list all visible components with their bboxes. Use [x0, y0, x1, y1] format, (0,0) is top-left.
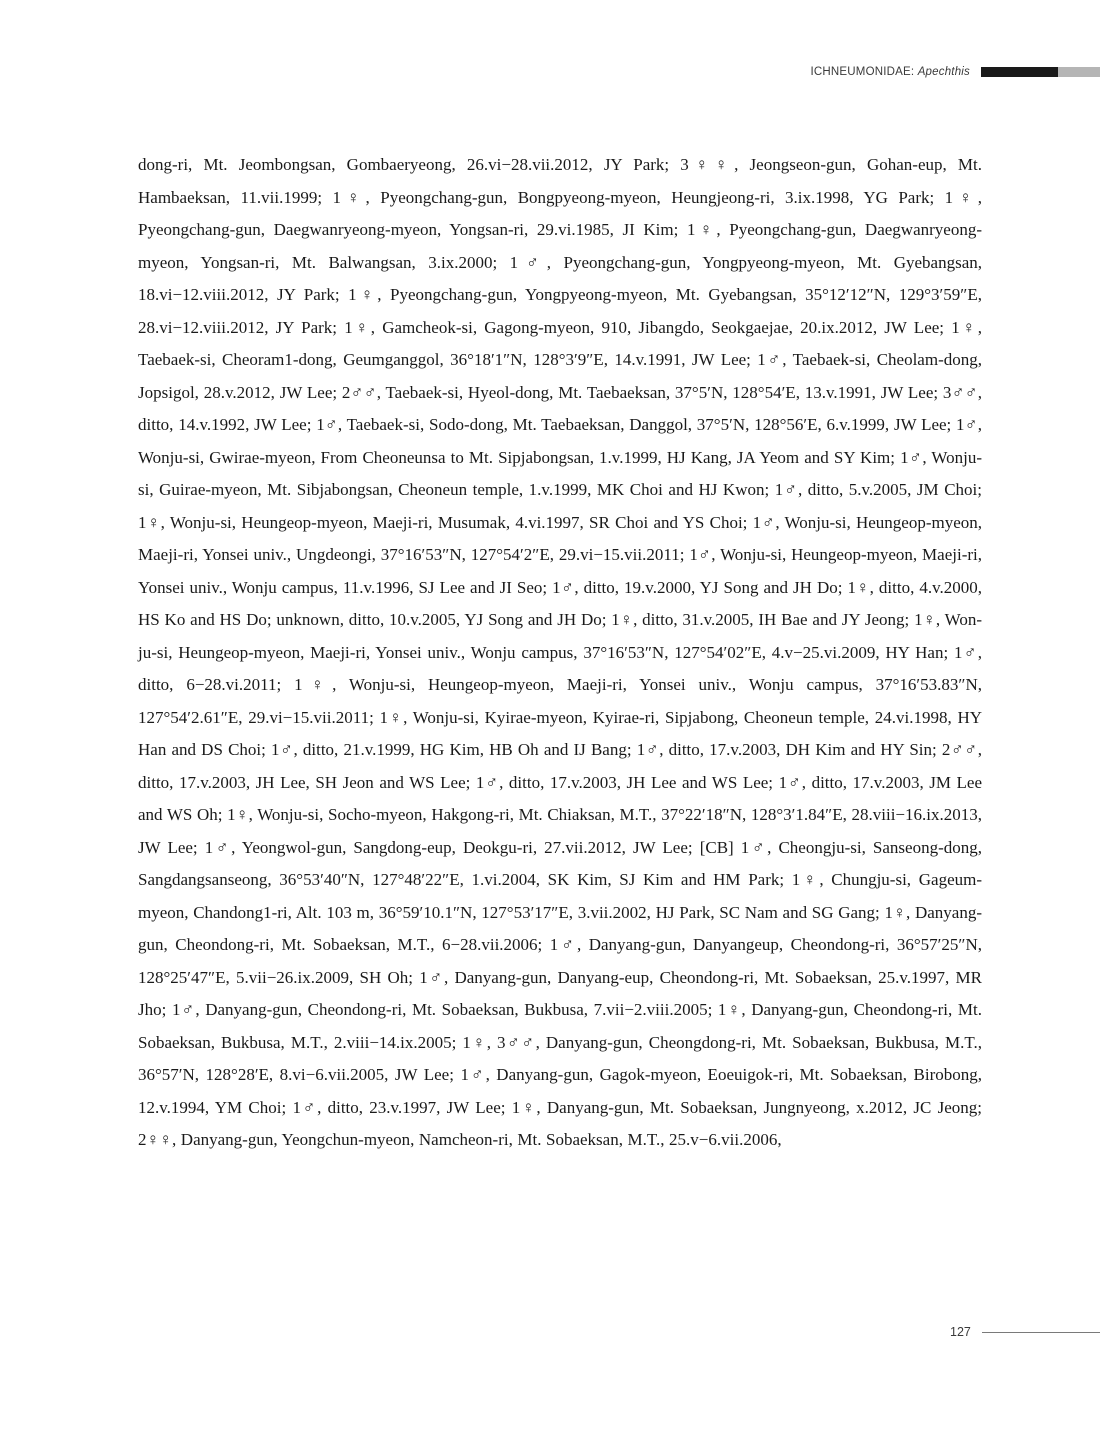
header-bar-light	[1058, 67, 1100, 77]
running-header	[811, 64, 1100, 80]
header-family: ICHNEUMONIDAE:	[810, 66, 915, 78]
footer-rule	[982, 1332, 1100, 1333]
header-bar	[981, 67, 1100, 77]
page-footer	[950, 1323, 1100, 1341]
running-header-label	[811, 66, 970, 78]
material-examined-text: dong-ri, Mt. Jeombongsan, Gombaeryeong, 26.vi−28.vii.2012, JY Park; 3♀♀, Jeongseon-gun, Gohan-eup, Mt. Hambaeksan, 11.vii.1999; 1♀, Pyeongchang-gun, Bongpyeong-myeon, Heungjeong-ri, 3.ix.1998, YG Park; 1♀, Pyeongchang-gun, Daegwanryeong-myeon, Yongsan-ri, 29.vi.1985, JI Kim; 1♀, Pyeongchang-gun, Daegwanryeong-myeon, Yongsan-ri, Mt. Balwangsan, 3.ix.2000; 1♂, Pyeongchang-gun, Yongpyeong-myeon, Mt. Gyebangsan, 18.vi−12.viii.2012, JY Park; 1♀, Pyeongchang-gun, Yongpyeong-myeon, Mt. Gyebangsan, 35°12′12″N, 129°3′59″E, 28.vi−12.viii.2012, JY Park; 1♀, Gamcheok-si, Gagong-myeon, 910, Jibangdo, Seokgaejae, 20.ix.2012, JW Lee; 1♀, Taebaek-si, Cheoram1-dong, Geumganggol, 36°18′1″N, 128°3′9″E, 14.v.1991, JW Lee; 1♂, Taebaek-si, Cheolam-dong, Jopsigol, 28.v.2012, JW Lee; 2♂♂, Taebaek-si, Hyeol-dong, Mt. Taebaeksan, 37°5′N, 128°54′E, 13.v.1991, JW Lee; 3♂♂, ditto, 14.v.1992, JW Lee; 1♂, Taebaek-si, Sodo-dong, Mt. Taebaeksan, Danggol, 37°5′N, 128°56′E, 6.v.1999, JW Lee; 1♂, Wonju-si, Gwirae-myeon, From Cheoneunsa to Mt. Sipjabongsan, 1.v.1999, HJ Kang, JA Yeom and SY Kim; 1♂, Wonju-si, Guirae-myeon, Mt. Sibjabongsan, Cheoneun temple, 1.v.1999, MK Choi and HJ Kwon; 1♂, ditto, 5.v.2005, JM Choi; 1♀, Wonju-si, Heungeop-myeon, Maeji-ri, Musumak, 4.vi.1997, SR Choi and YS Choi; 1♂, Wonju-si, Heungeop-myeon, Maeji-ri, Yonsei univ., Ungdeongi, 37°16′53″N, 127°54′2″E, 29.vi−15.vii.2011; 1♂, Wonju-si, Heungeop-myeon, Maeji-ri, Yonsei univ., Wonju campus, 11.v.1996, SJ Lee and JI Seo; 1♂, ditto, 19.v.2000, YJ Song and JH Do; 1♀, ditto, 4.v.2000, HS Ko and HS Do; unknown, ditto, 10.v.2005, YJ Song and JH Do; 1♀, ditto, 31.v.2005, IH Bae and JY Jeong; 1♀, Wonju-si, Heungeop-myeon, Maeji-ri, Yonsei univ., Wonju campus, 37°16′53″N, 127°54′02″E, 4.v−25.vi.2009, HY Han; 1♂, ditto, 6−28.vi.2011; 1♀, Wonju-si, Heungeop-myeon, Maeji-ri, Yonsei univ., Wonju campus, 37°16′53.83″N, 127°54′2.61″E, 29.vi−15.vii.2011; 1♀, Wonju-si, Kyirae-myeon, Kyirae-ri, Sipjabong, Cheoneun temple, 24.vi.1998, HY Han and DS Choi; 1♂, ditto, 21.v.1999, HG Kim, HB Oh and IJ Bang; 1♂, ditto, 17.v.2003, DH Kim and HY Sin; 2♂♂, ditto, 17.v.2003, JH Lee, SH Jeon and WS Lee; 1♂, ditto, 17.v.2003, JH Lee and WS Lee; 1♂, ditto, 17.v.2003, JM Lee and WS Oh; 1♀, Wonju-si, Socho-myeon, Hakgong-ri, Mt. Chiaksan, M.T., 37°22′18″N, 128°3′1.84″E, 28.viii−16.ix.2013, JW Lee; 1♂, Yeongwol-gun, Sangdong-eup, Deokgu-ri, 27.vii.2012, JW Lee; [CB] 1♂, Cheongju-si, Sanseong-dong, Sangdangsanseong, 36°53′40″N, 127°48′22″E, 1.vi.2004, SK Kim, SJ Kim and HM Park; 1♀, Chungju-si, Gageum-myeon, Chandong1-ri, Alt. 103 m, 36°59′10.1″N, 127°53′17″E, 3.vii.2002, HJ Park, SC Nam and SG Gang; 1♀, Danyang-gun, Cheondong-ri, Mt. Sobaeksan, M.T., 6−28.vii.2006; 1♂, Danyang-gun, Danyangeup, Cheondong-ri, 36°57′25″N, 128°25′47″E, 5.vii−26.ix.2009, SH Oh; 1♂, Danyang-gun, Danyang-eup, Cheondong-ri, Mt. Sobaeksan, 25.v.1997, MR Jho; 1♂, Danyang-gun, Cheondong-ri, Mt. Sobaeksan, Bukbusa, 7.vii−2.viii.2005; 1♀, Danyang-gun, Cheondong-ri, Mt. Sobaeksan, Bukbusa, M.T., 2.viii−14.ix.2005; 1♀, 3♂♂, Danyang-gun, Cheongdong-ri, Mt. Sobaeksan, Bukbusa, M.T., 36°57′N, 128°28′E, 8.vi−6.vii.2005, JW Lee; 1♂, Danyang-gun, Gagok-myeon, Eoeuigok-ri, Mt. Sobaeksan, Birobong, 12.v.1994, YM Choi; 1♂, ditto, 23.v.1997, JW Lee; 1♀, Danyang-gun, Mt. Sobaeksan, Jungnyeong, x.2012, JC Jeong; 2♀♀, Danyang-gun, Yeongchun-myeon, Namcheon-ri, Mt. Sobaeksan, M.T., 25.v−6.vii.2006,	[138, 155, 982, 1149]
page-number: 127	[950, 1325, 971, 1339]
header-genus: Apechthis	[917, 66, 970, 78]
header-bar-dark	[981, 67, 1058, 77]
